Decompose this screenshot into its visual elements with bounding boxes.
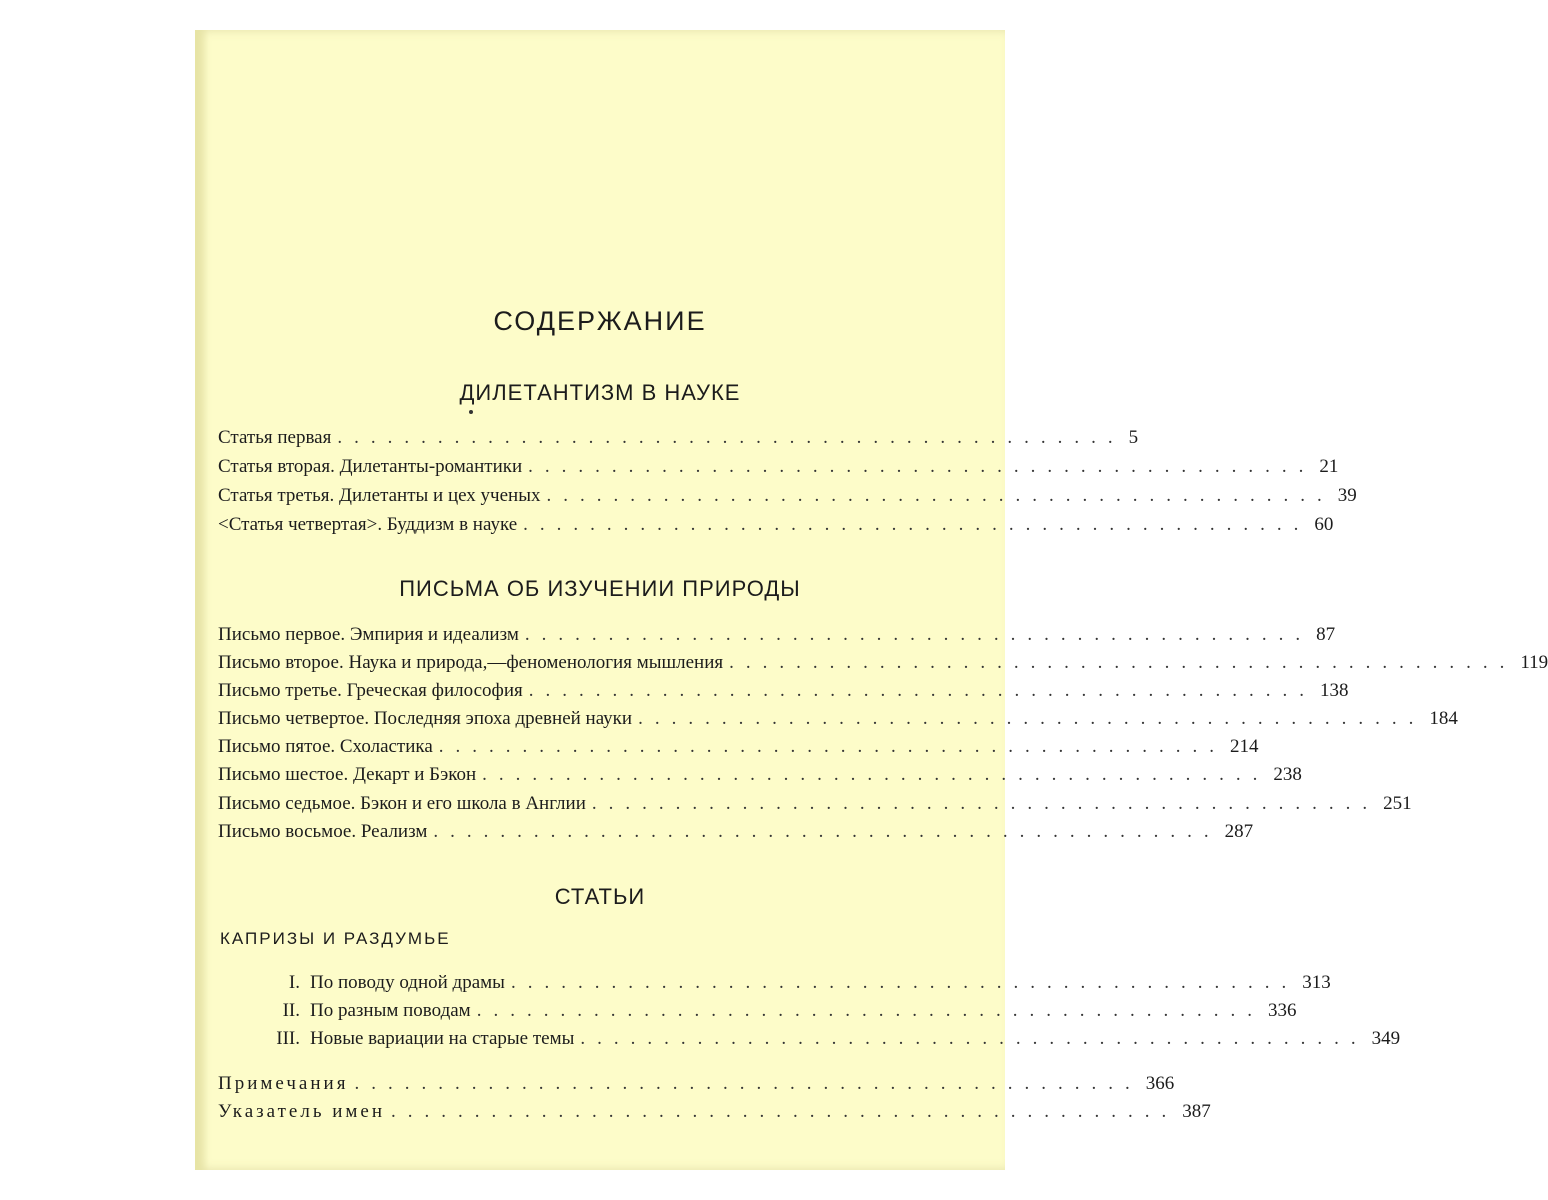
toc-entry-number: I. <box>288 972 300 993</box>
toc-entry-page: 5 <box>1128 427 1139 448</box>
toc-entry-label: Письмо второе. Наука и природа,—феноменология мышления <box>218 652 724 673</box>
toc-entry-page: 87 <box>1316 624 1336 645</box>
dot-leader: ............................................... <box>546 485 1334 506</box>
toc-entry-label: Письмо третье. Греческая философия <box>218 680 523 701</box>
dot-leader: ............................................... <box>523 514 1311 535</box>
toc-entry <box>218 650 1548 676</box>
decorative-dot <box>469 410 473 414</box>
section-heading-dilettantism: ДИЛЕТАНТИЗМ В НАУКЕ <box>459 380 741 405</box>
toc-entry-label: По разным поводам <box>310 1000 471 1021</box>
toc-entry <box>248 970 1331 996</box>
toc-entry-page: 349 <box>1371 1028 1401 1049</box>
toc-entry-page: 336 <box>1267 1000 1297 1021</box>
toc-entry-name-index <box>218 1099 1211 1125</box>
toc-entry <box>218 454 1339 480</box>
dot-leader: ............................................... <box>528 456 1316 477</box>
toc-entry <box>218 762 1302 788</box>
dot-leader: ............................................... <box>591 793 1380 814</box>
toc-entry-label: Письмо первое. Эмпирия и идеализм <box>218 624 519 645</box>
dot-leader: ............................................... <box>510 972 1299 993</box>
toc-entry-page: 287 <box>1224 821 1254 842</box>
dot-leader: ............................................... <box>524 624 1313 645</box>
toc-entry-label: Письмо четвертое. Последняя эпоха древней науки <box>218 708 633 729</box>
toc-entry <box>248 998 1297 1024</box>
toc-entry <box>218 791 1412 817</box>
dot-leader: ............................................... <box>391 1101 1179 1122</box>
toc-entry <box>218 734 1259 760</box>
toc-entry-label: Примечания <box>218 1073 349 1094</box>
toc-entry-page: 119 <box>1520 652 1548 673</box>
toc-entry-label: <Статья четвертая>. Буддизм в науке <box>218 514 518 535</box>
dot-leader: ............................................... <box>354 1073 1142 1094</box>
subsection-heading: КАПРИЗЫ И РАЗДУМЬЕ <box>220 929 451 948</box>
dot-leader: ............................................... <box>638 708 1426 729</box>
toc-entry <box>218 425 1139 451</box>
toc-entry-label: Статья первая <box>218 427 332 448</box>
dot-leader: ............................................... <box>580 1028 1368 1049</box>
toc-entry-label: Статья вторая. Дилетанты-романтики <box>218 456 523 477</box>
page-title: СОДЕРЖАНИЕ <box>493 306 707 336</box>
dot-leader: ............................................... <box>528 680 1316 701</box>
section-heading-letters: ПИСЬМА ОБ ИЗУЧЕНИИ ПРИРОДЫ <box>399 576 801 601</box>
toc-entry <box>218 706 1458 732</box>
toc-entry-page: 184 <box>1429 708 1458 729</box>
toc-entry-page: 387 <box>1182 1101 1211 1122</box>
toc-entry-notes <box>218 1071 1175 1097</box>
toc-entry-page: 21 <box>1319 456 1339 477</box>
toc-entry <box>218 483 1357 509</box>
toc-entry-label: Письмо шестое. Декарт и Бэкон <box>218 764 477 785</box>
toc-entry-page: 366 <box>1145 1073 1175 1094</box>
toc-entry <box>218 678 1349 704</box>
toc-entry <box>218 622 1336 648</box>
dot-leader: ............................................... <box>438 736 1227 757</box>
toc-entry <box>218 819 1254 845</box>
toc-entry-page: 39 <box>1337 485 1357 506</box>
dot-leader: ............................................... <box>337 427 1125 448</box>
dot-leader: ............................................... <box>729 652 1517 673</box>
toc-entry-label: Письмо седьмое. Бэкон и его школа в Англии <box>218 793 586 814</box>
toc-entry-label: По поводу одной драмы <box>310 972 505 993</box>
toc-entry-label: Новые вариации на старые темы <box>310 1028 575 1049</box>
toc-entry-number: III. <box>276 1028 300 1049</box>
toc-entry-page: 214 <box>1230 736 1259 757</box>
dot-leader: ............................................... <box>482 764 1270 785</box>
toc-entry-page: 251 <box>1383 793 1412 814</box>
toc-entry <box>218 512 1334 538</box>
dot-leader: ............................................... <box>433 821 1221 842</box>
section-heading-articles: СТАТЬИ <box>554 884 646 909</box>
toc-entry-label: Письмо пятое. Схоластика <box>218 736 433 757</box>
dot-leader: ............................................... <box>476 1000 1264 1021</box>
toc-entry-page: 313 <box>1302 972 1331 993</box>
toc-entry-label: Письмо восьмое. Реализм <box>218 821 428 842</box>
toc-entry-page: 60 <box>1314 514 1334 535</box>
toc-entry-label: Статья третья. Дилетанты и цех ученых <box>218 485 541 506</box>
toc-entry-page: 138 <box>1319 680 1349 701</box>
toc-entry-label: Указатель имен <box>218 1101 386 1122</box>
toc-entry <box>248 1026 1401 1052</box>
toc-entry-number: II. <box>282 1000 300 1021</box>
toc-entry-page: 238 <box>1273 764 1302 785</box>
